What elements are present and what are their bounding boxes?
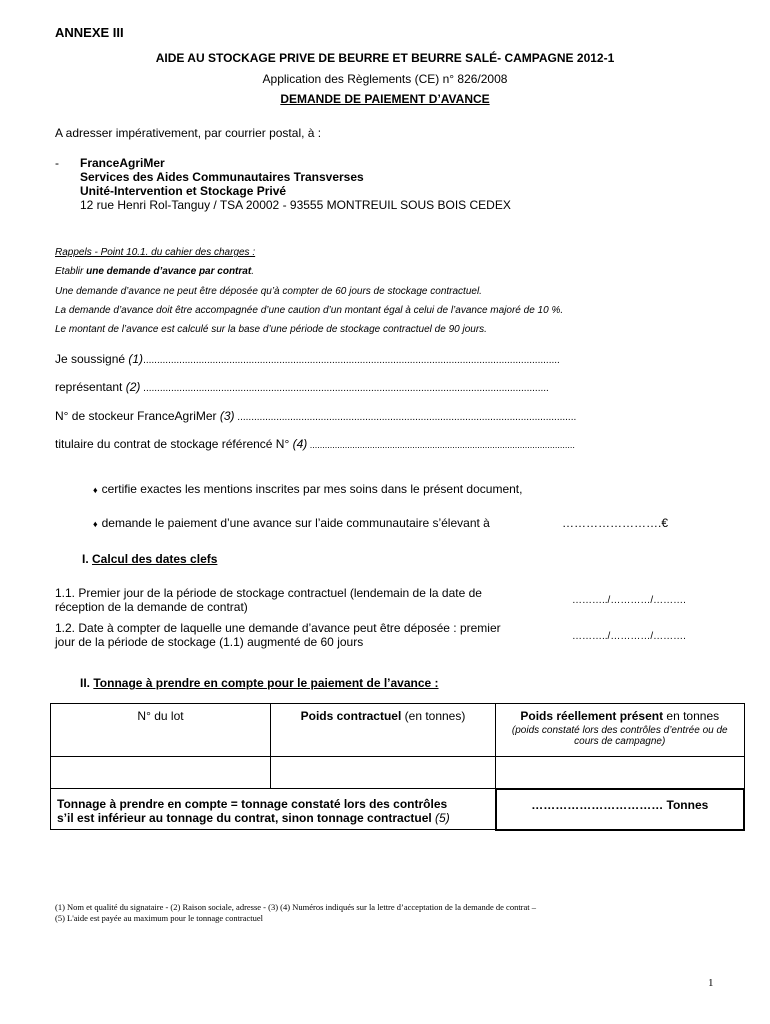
advance-amount-field[interactable]: …………………….€ [562,516,669,530]
rappels-line2: Une demande d’avance ne peut être déposée qu’à compter de 60 jours de stockage contractuel. [55,286,482,297]
address-dash: - [55,156,59,170]
col-actual-weight: Poids réellement présent en tonnes (poids constaté lors des contrôles d’entrée ou de cours de campagne) [496,704,745,757]
lots-table [50,703,745,831]
total-label-cell: Tonnage à prendre en compte = tonnage constaté lors des contrôles s’il est inférieur au tonnage du contrat, sinon tonnage contractuel (5) [51,789,496,830]
address-unit: Unité-Intervention et Stockage Privé [80,184,287,198]
diamond-bullet-icon: ♦ [93,519,98,529]
table-row [51,757,745,789]
section2-heading: II. Tonnage à prendre en compte pour le paiement de l’avance : [80,676,439,690]
address-intro: A adresser impérativement, par courrier postal, à : [55,126,322,140]
address-service: Services des Aides Communautaires Transverses [80,170,364,184]
document-title [0,92,770,106]
form-title: AIDE AU STOCKAGE PRIVE DE BEURRE ET BEURRE SALÉ- CAMPAGNE 2012-1 [155,51,615,65]
footnote-line2: (5) L'aide est payée au maximum pour le tonnage contractuel [55,913,264,923]
col-contract-weight: Poids contractuel (en tonnes) [271,704,496,757]
stockeur-field[interactable]: N° de stockeur FranceAgriMer (3) .......................................................................................................................... [55,409,577,423]
rappels-line1: Etablir une demande d’avance par contrat. [55,266,254,277]
document-title-text: DEMANDE DE PAIEMENT D’AVANCE [280,92,490,106]
contract-weight-cell[interactable] [271,757,496,789]
item1-line1: 1.1. Premier jour de la période de stockage contractuel (lendemain de la date de [55,586,482,600]
representant-field[interactable]: représentant (2) .................................................................................................................................................. [55,380,549,394]
soussigne-field[interactable]: Je soussigné (1)...................................................................................................................................................... [55,352,560,366]
actual-weight-cell[interactable] [496,757,745,789]
regulation-reference: Application des Règlements (CE) n° 826/2008 [262,72,508,86]
col-actual-weight-note: (poids constaté lors des contrôles d’entrée ou de cours de campagne) [511,725,728,747]
total-tonnage-cell[interactable]: …………………………… Tonnes [496,789,745,830]
total-row [51,789,745,830]
section1-heading: I. Calcul des dates clefs [82,552,218,566]
lot-number-cell[interactable] [51,757,271,789]
item2-line2: jour de la période de stockage (1.1) augmenté de 60 jours [55,635,364,649]
certify-line: ♦ certifie exactes les mentions inscrites par mes soins dans le présent document, [93,482,523,496]
footnote-line1: (1) Nom et qualité du signataire - (2) Raison sociale, adresse - (3) (4) Numéros indiqués sur la lettre d’acceptation de la demande de contrat – [55,902,537,912]
diamond-bullet-icon: ♦ [93,485,98,495]
rappels-line4: Le montant de l’avance est calculé sur la base d’une période de stockage contractuel de 90 jours. [55,324,487,335]
contrat-field[interactable]: titulaire du contrat de stockage référencé N° (4) .......................................................................................................... [55,437,575,451]
item1-date-field[interactable]: ………../…………/………. [572,595,686,606]
col-lot-number: N° du lot [51,704,271,757]
address-org: FranceAgriMer [80,156,165,170]
request-line: ♦ demande le paiement d’une avance sur l’aide communautaire s’élevant à [93,516,490,530]
table-header-row [51,704,745,757]
item2-line1: 1.2. Date à compter de laquelle une demande d’avance peut être déposée : premier [55,621,501,635]
item2-date-field[interactable]: ………../…………/………. [572,631,686,642]
address-street: 12 rue Henri Rol-Tanguy / TSA 20002 - 93555 MONTREUIL SOUS BOIS CEDEX [80,198,511,212]
rappels-line3: La demande d’avance doit être accompagnée d’une caution d’un montant égal à celui de l’avance majoré de 10 %. [55,305,564,316]
item1-line2: réception de la demande de contrat) [55,600,248,614]
annex-label: ANNEXE III [55,25,124,40]
rappels-heading: Rappels - Point 10.1. du cahier des charges : [55,247,256,258]
page-number: 1 [708,977,714,989]
